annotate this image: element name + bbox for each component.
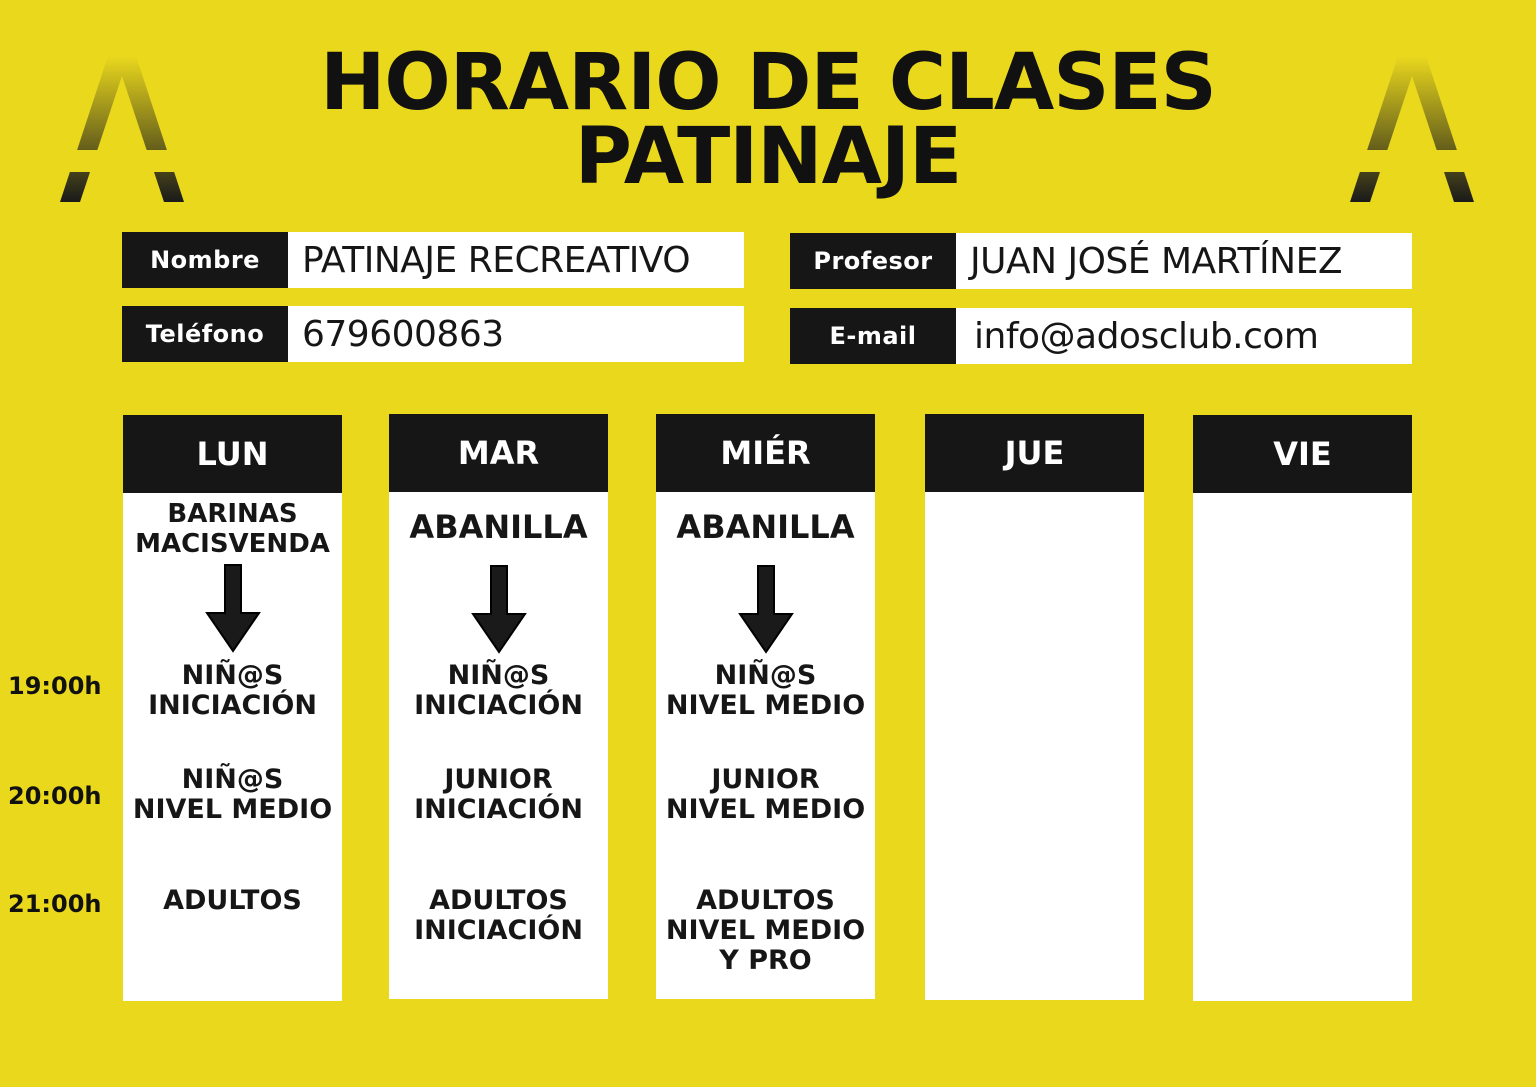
day-column-mier bbox=[656, 414, 875, 999]
down-arrow-icon bbox=[469, 564, 529, 654]
location: BARINAS MACISVENDA bbox=[135, 499, 330, 559]
down-arrow-icon bbox=[203, 563, 263, 653]
time-label: 19:00h bbox=[8, 672, 102, 700]
class-slot: ADULTOS NIVEL MEDIO Y PRO bbox=[665, 885, 866, 976]
page-title: HORARIO DE CLASES bbox=[320, 38, 1216, 128]
day-header: VIE bbox=[1193, 415, 1412, 493]
email-value: info@adosclub.com bbox=[956, 308, 1412, 364]
class-slot: ADULTOS INICIACIÓN bbox=[414, 885, 583, 946]
class-slot: NIÑ@S NIVEL MEDIO bbox=[665, 660, 866, 721]
profesor-label: Profesor bbox=[790, 233, 956, 289]
email-label: E-mail bbox=[790, 308, 956, 364]
location: ABANILLA bbox=[409, 508, 588, 546]
class-slot: NIÑ@S NIVEL MEDIO bbox=[132, 764, 333, 825]
time-label: 21:00h bbox=[8, 890, 102, 918]
nombre-value: PATINAJE RECREATIVO bbox=[288, 232, 744, 288]
class-slot: JUNIOR NIVEL MEDIO bbox=[665, 764, 866, 825]
class-slot: NIÑ@S INICIACIÓN bbox=[148, 660, 317, 721]
day-column-mar bbox=[389, 414, 608, 999]
day-header: MIÉR bbox=[656, 414, 875, 492]
telefono-label: Teléfono bbox=[122, 306, 288, 362]
day-header: MAR bbox=[389, 414, 608, 492]
day-column-vie bbox=[1193, 415, 1412, 1001]
nombre-label: Nombre bbox=[122, 232, 288, 288]
class-slot: NIÑ@S INICIACIÓN bbox=[414, 660, 583, 721]
day-column-lun bbox=[123, 415, 342, 1001]
day-header: JUE bbox=[925, 414, 1144, 492]
day-header: LUN bbox=[123, 415, 342, 493]
telefono-value: 679600863 bbox=[288, 306, 744, 362]
day-column-jue bbox=[925, 414, 1144, 1000]
profesor-value: JUAN JOSÉ MARTÍNEZ bbox=[956, 233, 1412, 289]
down-arrow-icon bbox=[736, 564, 796, 654]
page-subtitle: PATINAJE bbox=[574, 112, 962, 202]
time-label: 20:00h bbox=[8, 782, 102, 810]
class-slot: ADULTOS bbox=[163, 885, 302, 916]
location: ABANILLA bbox=[676, 508, 855, 546]
class-slot: JUNIOR INICIACIÓN bbox=[414, 764, 583, 825]
